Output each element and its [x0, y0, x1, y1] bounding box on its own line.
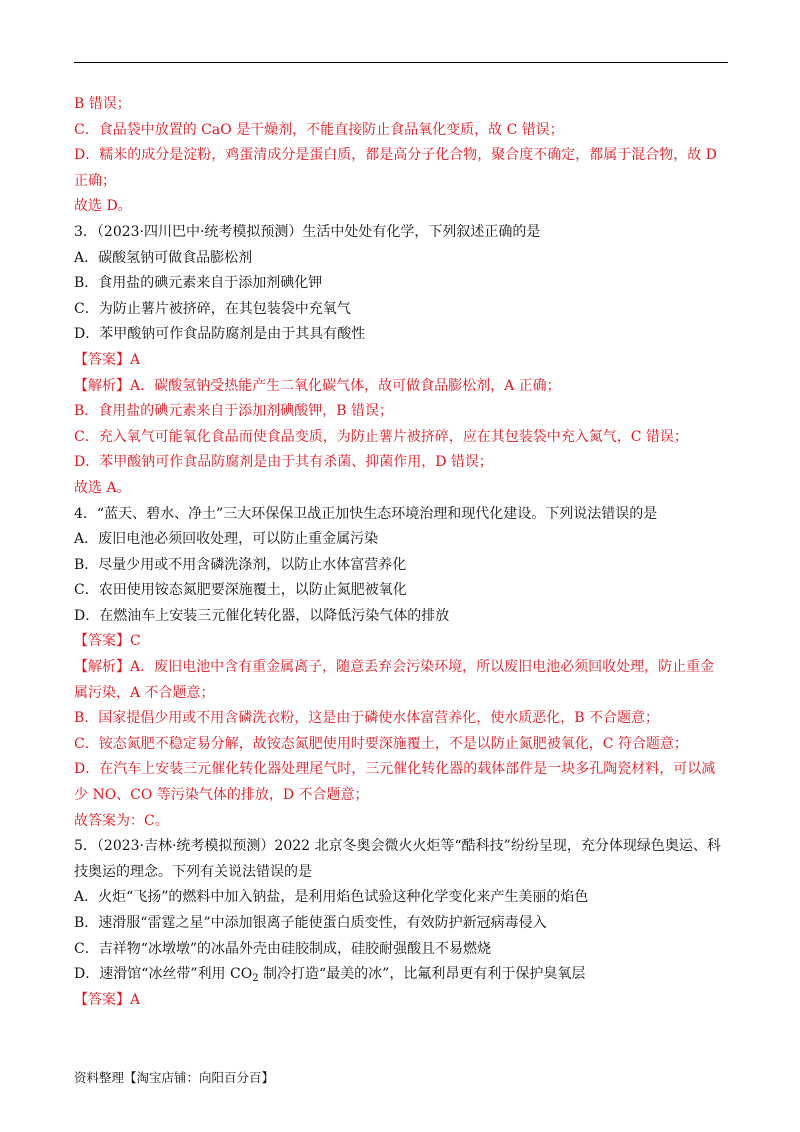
question-3-stem: 3．（2023·四川巴中·统考模拟预测）生活中处处有化学，下列叙述正确的是: [74, 223, 541, 240]
question-4-option-a: A．废旧电池必须回收处理，可以防止重金属污染: [74, 531, 379, 548]
text-line: B．食用盐的碘元素来自于添加剂碘酸钾，B 错误；: [74, 403, 394, 420]
question-3-analysis: 【解析】A．碳酸氢钠受热能产生二氧化碳气体，故可做食品膨松剂，A 正确；: [74, 377, 561, 394]
question-4-option-b: B．尽量少用或不用含磷洗涤剂，以防止水体富营养化: [74, 556, 407, 573]
text-line: B 错误；: [74, 96, 131, 112]
question-4-analysis: 【解析】A．废旧电池中含有重金属离子，随意丢弃会污染环境，所以废旧电池必须回收处理，防止重金: [74, 659, 715, 676]
question-3-answer: 【答案】A: [74, 351, 141, 368]
question-5-answer: 【答案】A: [74, 991, 141, 1008]
question-4-option-c: C．农田使用铵态氮肥要深施覆土，以防止氮肥被氧化: [74, 582, 407, 599]
text-line: 正确；: [74, 172, 116, 189]
question-3-option-d: D．苯甲酸钠可作食品防腐剂是由于其具有酸性: [74, 326, 366, 343]
text-line: 技奥运的理念。下列有关说法错误的是: [74, 863, 312, 880]
subscript-2: 2: [252, 973, 259, 985]
option-d-text-after: 制冷打造“最美的冰”，比氟利昂更有利于保护臭氧层: [258, 966, 586, 983]
question-5-stem: 5．（2023·吉林·统考模拟预测）2022 北京冬奥会微火火炬等“酷科技”纷纷呈现，充分体现绿色奥运、科: [74, 838, 721, 855]
header-rule: [74, 62, 728, 63]
text-line: D．在汽车上安装三元催化转化器处理尾气时，三元催化转化器的载体部件是一块多孔陶瓷材料，可以减: [74, 761, 716, 778]
text-line: 属污染，A 不合题意；: [74, 684, 215, 701]
question-5-option-d: [74, 962, 728, 988]
question-4-answer: 【答案】C: [74, 633, 141, 650]
text-line: D．苯甲酸钠可作食品防腐剂是由于其有杀菌、抑菌作用，D 错误；: [74, 454, 493, 471]
question-3-option-a: A．碳酸氢钠可做食品膨松剂: [74, 249, 253, 266]
text-line: C．食品袋中放置的 CaO 是干燥剂，不能直接防止食品氧化变质，故 C 错误；: [74, 121, 564, 138]
text-line: C．铵态氮肥不稳定易分解，故铵态氮肥使用时要深施覆土，不是以防止氮肥被氧化，C 符合题意；: [74, 735, 688, 752]
text-line: C．充入氧气可能氧化食品而使食品变质，为防止薯片被挤碎，应在其包装袋中充入氮气，C 错误；: [74, 428, 688, 445]
question-4-option-d: D．在燃油车上安装三元催化转化器，以降低污染气体的排放: [74, 607, 450, 624]
text-line: 故答案为：C。: [74, 812, 169, 829]
text-line: 故选 A。: [74, 479, 131, 496]
question-5-option-b: B．速滑服“雷霆之星”中添加银离子能使蛋白质变性，有效防护新冠病毒侵入: [74, 915, 547, 931]
question-3-option-b: B．食用盐的碘元素来自于添加剂碘化钾: [74, 275, 323, 292]
footer-source: 资料整理【淘宝店铺：向阳百分百】: [74, 1070, 275, 1085]
text-line: 少 NO、CO 等污染气体的排放，D 不合题意；: [74, 787, 369, 804]
document-body: [74, 92, 728, 1013]
text-line: 故选 D。: [74, 198, 132, 215]
question-3-option-c: C．为防止薯片被挤碎，在其包装袋中充氧气: [74, 300, 351, 317]
option-d-text-before: D．速滑馆“冰丝带”利用 CO: [74, 966, 253, 983]
question-5-option-a: A．火炬“飞扬”的燃料中加入钠盐，是利用焰色试验这种化学变化来产生美丽的焰色: [74, 889, 589, 906]
question-4-stem: 4．“蓝天、碧水、净土”三大环保保卫战正加快生态环境治理和现代化建设。下列说法错误的是: [74, 505, 658, 522]
question-5-option-c: C．吉祥物“冰墩墩”的冰晶外壳由硅胶制成，硅胶耐强酸且不易燃烧: [74, 940, 492, 957]
text-line: D．糯米的成分是淀粉，鸡蛋清成分是蛋白质，都是高分子化合物，聚合度不确定，都属于混合物，故 D: [74, 147, 717, 164]
text-line: B．国家提倡少用或不用含磷洗衣粉，这是由于磷使水体富营养化，使水质恶化，B 不合题意；: [74, 710, 660, 727]
